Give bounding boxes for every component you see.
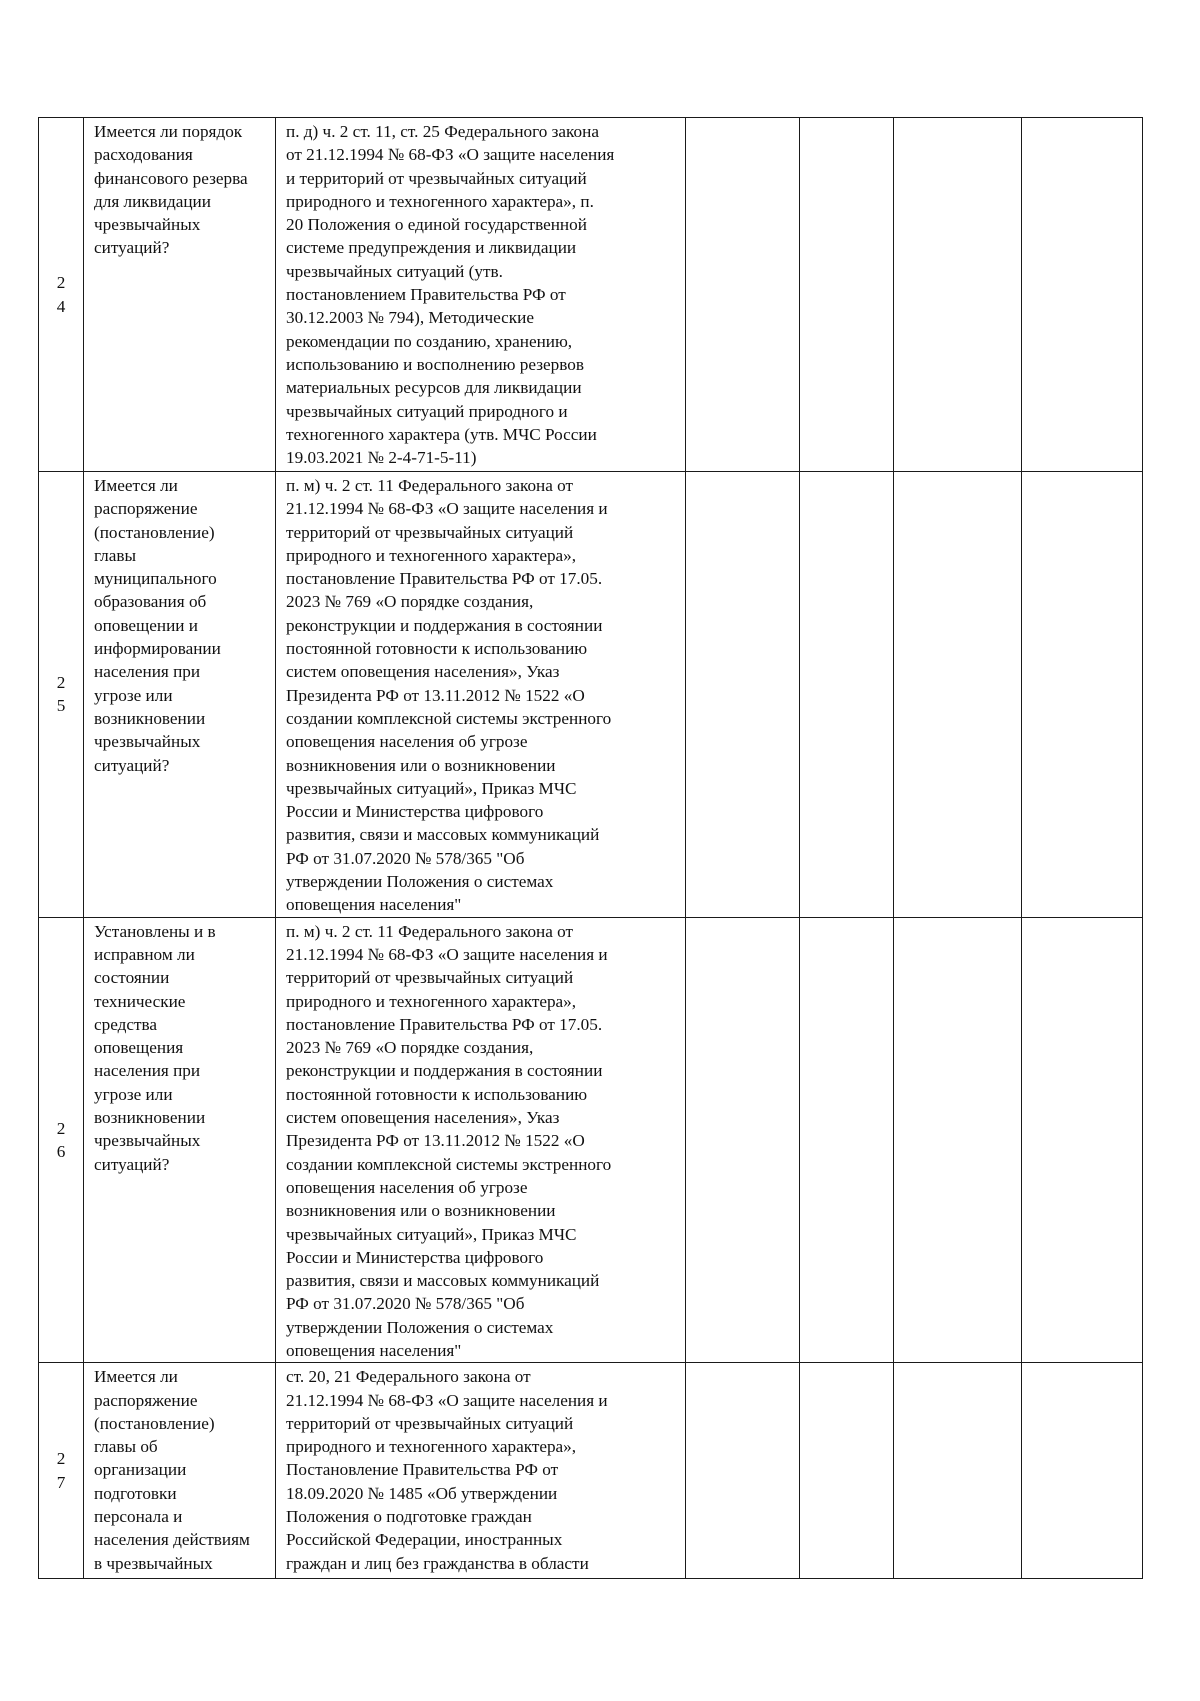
legal-reference-text: п. м) ч. 2 ст. 11 Федерального закона от 21.12.1994 № 68-ФЗ «О защите населения и территорий от чрезвычайных ситуаций природного и техногенного характера», постановление Правительства РФ от 17.05. 2023 № 769 «О порядке создания, реконструкции и поддержания в состоянии постоянной готовности к использованию систем оповещения населения», Указ Президента РФ от 13.11.2012 № 1522 «О создании комплексной системы экстренного оповещения населения об угрозе возникновения или о возникновении чрезвычайных ситуаций», Приказ МЧС России и Министерства цифрового развития, связи и массовых коммуникаций РФ от 31.07.2020 № 578/365 "Об утверждении Положения о системах оповещения населения"	[286, 476, 612, 915]
question-text: Установлены и в исправном ли состоянии технические средства оповещения населения при угрозе или возникновении чрезвычайных ситуаций?	[94, 921, 216, 1174]
legal-reference-cell	[276, 917, 686, 1363]
note-cell	[1022, 1363, 1143, 1579]
row-number	[39, 472, 84, 918]
table-row	[39, 917, 1143, 1363]
answer-cell-no	[800, 118, 894, 472]
row-number-digit: 7	[56, 1472, 66, 1492]
checklist-table	[38, 117, 1143, 1579]
row-number	[39, 917, 84, 1363]
answer-cell-yes	[686, 118, 800, 472]
answer-cell-yes	[686, 917, 800, 1363]
table-row	[39, 472, 1143, 918]
legal-reference-text: ст. 20, 21 Федерального закона от 21.12.1994 № 68-ФЗ «О защите населения и территорий от чрезвычайных ситуаций природного и техногенного характера», Постановление Правительства РФ от 18.09.2020 № 1485 «Об утверждении Положения о подготовке граждан Российской Федерации, иностранных граждан и лиц без гражданства в области	[286, 1367, 608, 1573]
question-text: Имеется ли распоряжение (постановление) главы муниципального образования об оповещении и информировании населения при угрозе или возникновении чрезвычайных ситуаций?	[94, 476, 221, 775]
note-cell	[1022, 118, 1143, 472]
answer-cell-yes	[686, 472, 800, 918]
row-number-digit: 2	[56, 673, 66, 693]
legal-reference-cell	[276, 472, 686, 918]
table-row	[39, 1363, 1143, 1579]
note-cell	[1022, 472, 1143, 918]
question-cell	[84, 917, 276, 1363]
answer-cell-not-applicable	[894, 1363, 1022, 1579]
table-row	[39, 118, 1143, 472]
answer-cell-not-applicable	[894, 472, 1022, 918]
answer-cell-no	[800, 472, 894, 918]
row-number-digit: 5	[56, 696, 66, 716]
row-number	[39, 118, 84, 472]
answer-cell-no	[800, 1363, 894, 1579]
row-number-digit: 6	[56, 1141, 66, 1161]
row-number-digit: 2	[56, 273, 66, 293]
answer-cell-not-applicable	[894, 118, 1022, 472]
question-cell	[84, 118, 276, 472]
question-cell	[84, 472, 276, 918]
legal-reference-text: п. м) ч. 2 ст. 11 Федерального закона от 21.12.1994 № 68-ФЗ «О защите населения и территорий от чрезвычайных ситуаций природного и техногенного характера», постановление Правительства РФ от 17.05. 2023 № 769 «О порядке создания, реконструкции и поддержания в состоянии постоянной готовности к использованию систем оповещения населения», Указ Президента РФ от 13.11.2012 № 1522 «О создании комплексной системы экстренного оповещения населения об угрозе возникновения или о возникновении чрезвычайных ситуаций», Приказ МЧС России и Министерства цифрового развития, связи и массовых коммуникаций РФ от 31.07.2020 № 578/365 "Об утверждении Положения о системах оповещения населения"	[286, 921, 612, 1360]
question-cell	[84, 1363, 276, 1579]
legal-reference-cell	[276, 118, 686, 472]
answer-cell-no	[800, 917, 894, 1363]
note-cell	[1022, 917, 1143, 1363]
row-number-digit: 4	[56, 296, 66, 316]
row-number	[39, 1363, 84, 1579]
question-text: Имеется ли распоряжение (постановление) главы об организации подготовки персонала и населения действиям в чрезвычайных	[94, 1367, 250, 1573]
row-number-digit: 2	[56, 1449, 66, 1469]
answer-cell-yes	[686, 1363, 800, 1579]
answer-cell-not-applicable	[894, 917, 1022, 1363]
question-text: Имеется ли порядок расходования финансового резерва для ликвидации чрезвычайных ситуаций?	[94, 122, 248, 258]
legal-reference-cell	[276, 1363, 686, 1579]
legal-reference-text: п. д) ч. 2 ст. 11, ст. 25 Федерального закона от 21.12.1994 № 68-ФЗ «О защите населения и территорий от чрезвычайных ситуаций природного и техногенного характера», п. 20 Положения о единой государственной системе предупреждения и ликвидации чрезвычайных ситуаций (утв. постановлением Правительства РФ от 30.12.2003 № 794), Методические рекомендации по созданию, хранению, использованию и восполнению резервов материальных ресурсов для ликвидации чрезвычайных ситуаций природного и техногенного характера (утв. МЧС России 19.03.2021 № 2-4-71-5-11)	[286, 122, 615, 468]
row-number-digit: 2	[56, 1118, 66, 1138]
